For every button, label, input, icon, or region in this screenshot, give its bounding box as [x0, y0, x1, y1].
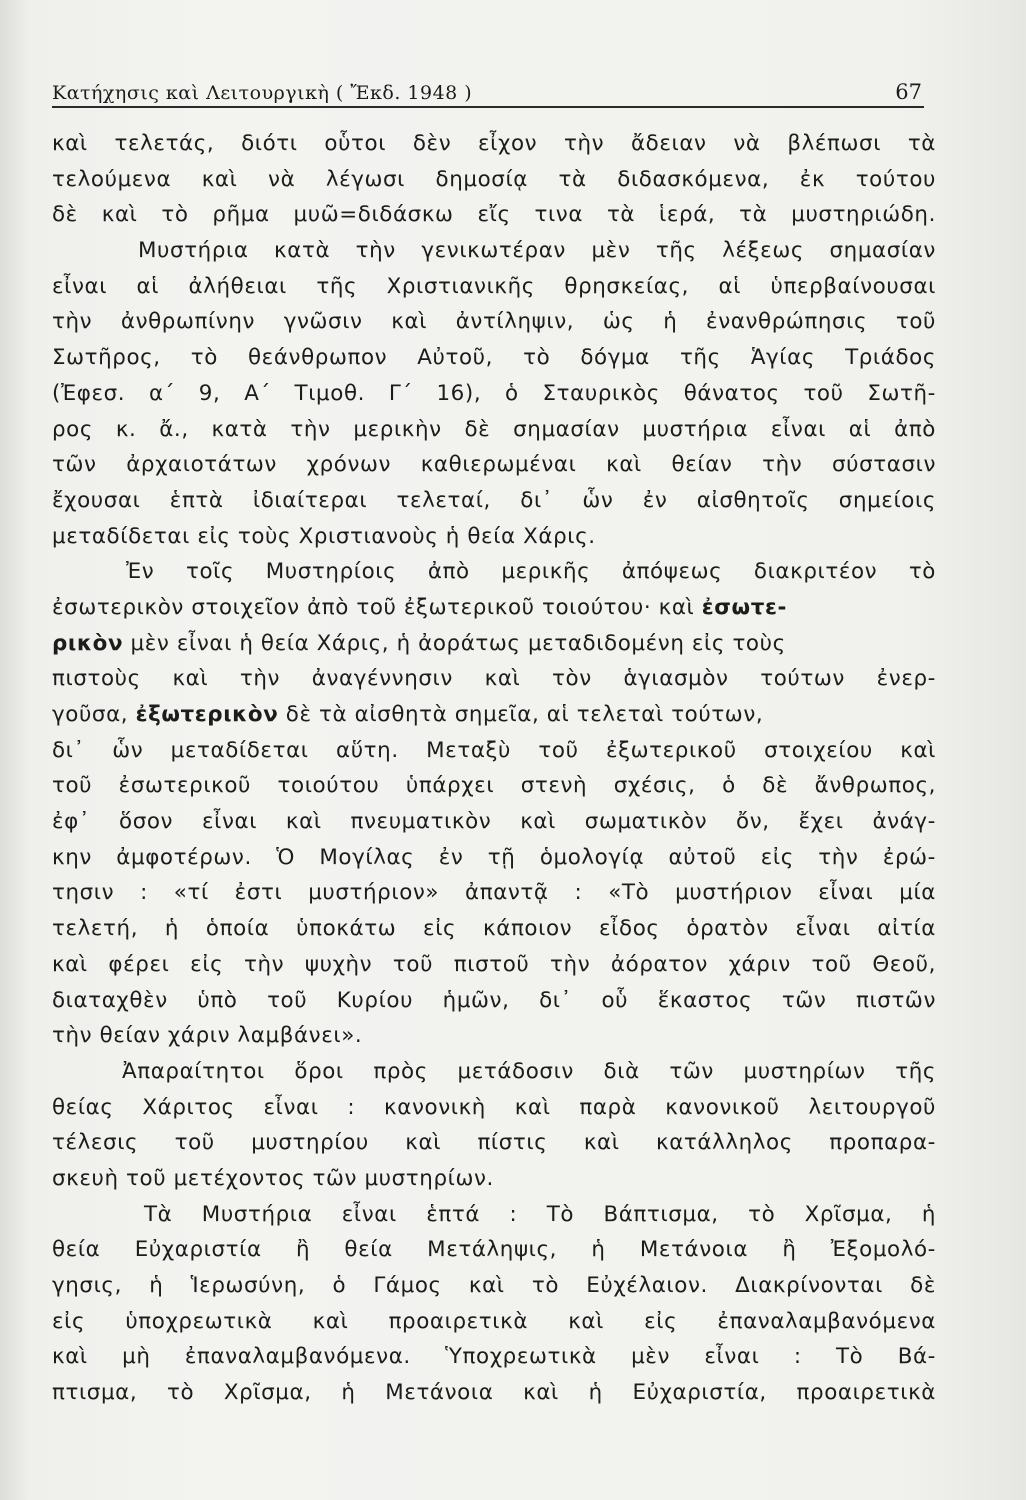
text-span: δὲ τὰ αἰσθητὰ σημεῖα, αἱ τελεταὶ τούτων,	[278, 702, 764, 727]
text-span: ἐσωτερικὸν στοιχεῖον ἀπὸ τοῦ ἐξωτερικοῦ τοιούτου· καὶ	[52, 594, 702, 620]
text-line: τῶν ἀρχαιοτάτων χρόνων καθιερωμέναι καὶ θείαν τὴν σύστασιν	[52, 452, 936, 478]
text-line: θεία Εὐχαριστία ἢ θεία Μετάληψις, ἡ Μετάνοια ἢ Ἐξομολό-	[52, 1237, 936, 1263]
text-line: δι᾽ ὧν μεταδίδεται αὕτη. Μεταξὺ τοῦ ἐξωτερικοῦ στοιχείου καὶ	[52, 737, 936, 763]
emphasis-term: ἐσωτε-	[701, 594, 787, 620]
text-line	[52, 626, 936, 662]
text-line	[52, 590, 936, 626]
text-line: μεταδίδεται εἰς τοὺς Χριστιανοὺς ἡ θεία Χάρις.	[52, 523, 596, 549]
text-line: Σωτῆρος, τὸ θεάνθρωπον Αὐτοῦ, τὸ δόγμα τῆς Ἁγίας Τριάδος	[52, 345, 936, 371]
header-title: Κατήχησις καὶ Λειτουργικὴ ( Ἔκδ. 1948 )	[52, 82, 473, 104]
text-line: τὴν ἀνθρωπίνην γνῶσιν καὶ ἀντίληψιν, ὡς ἡ ἐνανθρώπησις τοῦ	[52, 309, 936, 335]
text-line: καὶ τελετάς, διότι οὗτοι δὲν εἶχον τὴν ἄδειαν νὰ βλέπωσι τὰ	[52, 131, 936, 156]
text-line: καὶ μὴ ἐπαναλαμβανόμενα. Ὑποχρεωτικὰ μὲν εἶναι : Τὸ Βά-	[52, 1344, 936, 1370]
text-line: σκευὴ τοῦ μετέχοντος τῶν μυστηρίων.	[52, 1165, 494, 1191]
text-line: τέλεσις τοῦ μυστηρίου καὶ πίστις καὶ κατάλληλος προπαρα-	[52, 1130, 936, 1156]
text-line: τοῦ ἐσωτερικοῦ τοιούτου ὑπάρχει στενὴ σχέσις, ὁ δὲ ἄνθρωπος,	[52, 773, 936, 799]
text-span: μὲν εἶναι ἡ θεία Χάρις, ἡ ἀοράτως μεταδιδομένη εἰς τοὺς	[123, 630, 786, 656]
text-line: ἔχουσαι ἑπτὰ ἰδιαίτεραι τελεταί, δι᾽ ὧν ἐν αἰσθητοῖς σημείοις	[52, 487, 936, 513]
text-line: δὲ καὶ τὸ ρῆμα μυῶ=διδάσκω εἴς τινα τὰ ἱερά, τὰ μυστηριώδη.	[52, 202, 936, 228]
text-line: εἰς ὑποχρεωτικὰ καὶ προαιρετικὰ καὶ εἰς ἐπαναλαμβανόμενα	[52, 1308, 936, 1334]
text-line: ρος κ. ἄ., κατὰ τὴν μερικὴν δὲ σημασίαν μυστήρια εἶναι αἱ ἀπὸ	[52, 416, 936, 442]
text-line: τησιν : «τί ἐστι μυστήριον» ἀπαντᾷ : «Τὸ μυστήριον εἶναι μία	[52, 880, 936, 906]
text-line: (Ἐφεσ. α´ 9, Α´ Τιμοθ. Γ´ 16), ὁ Σταυρικὸς θάνατος τοῦ Σωτῆ-	[52, 380, 936, 406]
text-line: Ἀπαραίτητοι ὅροι πρὸς μετάδοσιν διὰ τῶν μυστηρίων τῆς	[122, 1058, 936, 1084]
text-line: τελούμενα καὶ νὰ λέγωσι δημοσίᾳ τὰ διδασκόμενα, ἐκ τούτου	[52, 166, 936, 192]
text-line: γησις, ἡ Ἱερωσύνη, ὁ Γάμος καὶ τὸ Εὐχέλαιον. Διακρίνονται δὲ	[52, 1273, 936, 1298]
text-line: θείας Χάριτος εἶναι : κανονικὴ καὶ παρὰ κανονικοῦ λειτουργοῦ	[52, 1094, 936, 1120]
text-line: κην ἀμφοτέρων. Ὁ Μογίλας ἐν τῇ ὁμολογίᾳ αὐτοῦ εἰς τὴν ἐρώ-	[52, 844, 936, 870]
text-line: Ἐν τοῖς Μυστηρίοις ἀπὸ μερικῆς ἀπόψεως διακριτέον τὸ	[126, 559, 936, 585]
text-line: πτισμα, τὸ Χρῖσμα, ἡ Μετάνοια καὶ ἡ Εὐχαριστία, προαιρετικὰ	[52, 1380, 936, 1406]
running-header	[52, 76, 924, 108]
emphasis-term: ρικὸν	[52, 630, 124, 656]
emphasis-term: ἐξωτερικὸν	[135, 702, 279, 727]
text-span: γοῦσα,	[52, 702, 136, 727]
text-line: ἐφ᾽ ὅσον εἶναι καὶ πνευματικὸν καὶ σωματικὸν ὄν, ἔχει ἀνάγ-	[52, 809, 936, 835]
page-number: 67	[895, 80, 922, 104]
text-line: τὴν θείαν χάριν λαμβάνει».	[52, 1023, 363, 1049]
text-line: καὶ φέρει εἰς τὴν ψυχὴν τοῦ πιστοῦ τὴν ἀόρατον χάριν τοῦ Θεοῦ,	[52, 951, 936, 977]
text-line: πιστοὺς καὶ τὴν ἀναγέννησιν καὶ τὸν ἁγιασμὸν τούτων ἐνερ-	[52, 666, 936, 692]
text-line: εἶναι αἱ ἀλήθειαι τῆς Χριστιανικῆς θρησκείας, αἱ ὑπερβαίνουσαι	[52, 273, 936, 299]
text-line: Τὰ Μυστήρια εἶναι ἑπτά : Τὸ Βάπτισμα, τὸ Χρῖσμα, ἡ	[144, 1201, 936, 1227]
text-line: διαταχθὲν ὑπὸ τοῦ Κυρίου ἡμῶν, δι᾽ οὗ ἕκαστος τῶν πιστῶν	[52, 987, 936, 1013]
text-line: τελετή, ἡ ὁποία ὑποκάτω εἰς κάποιον εἶδος ὁρατὸν εἶναι αἰτία	[52, 916, 936, 942]
body-text	[52, 126, 936, 1411]
text-line: Μυστήρια κατὰ τὴν γενικωτέραν μὲν τῆς λέξεως σημασίαν	[138, 238, 936, 264]
text-line	[52, 697, 936, 733]
